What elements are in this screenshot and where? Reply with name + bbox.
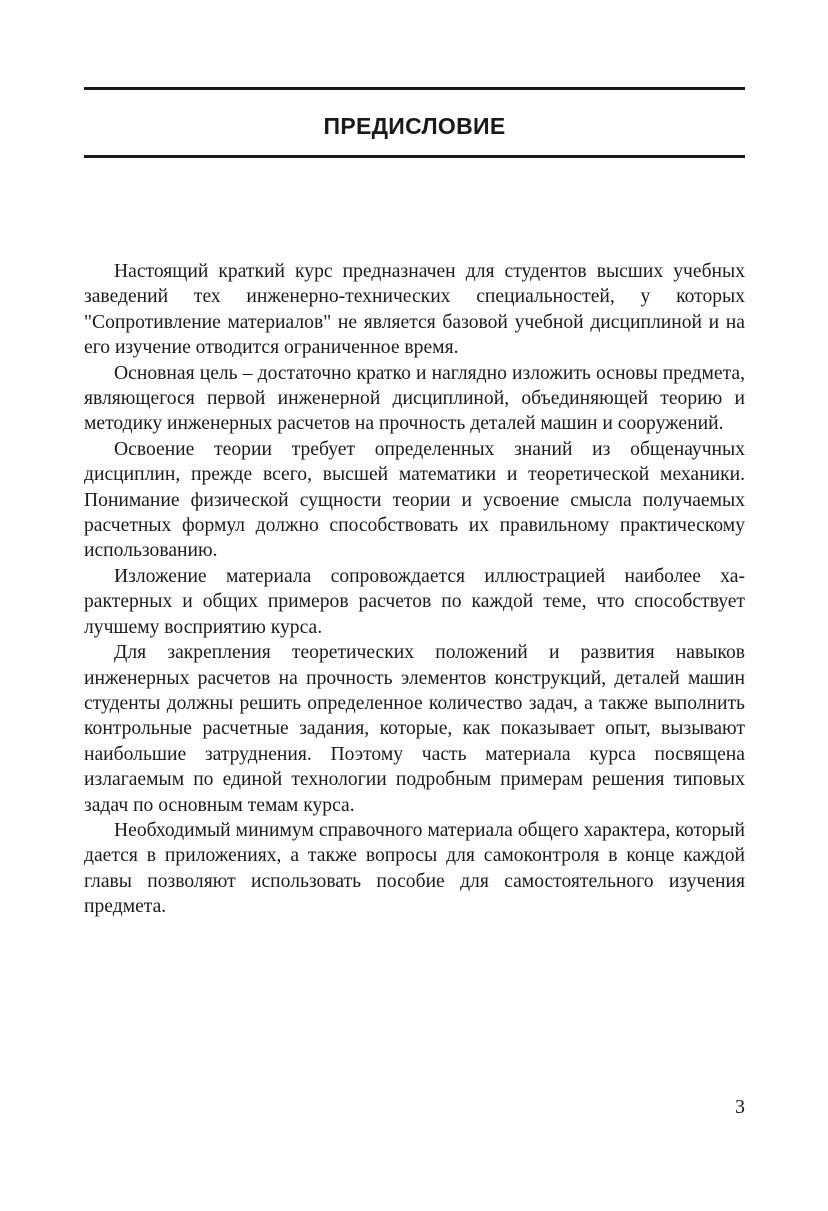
page-number: 3 bbox=[735, 1096, 745, 1118]
paragraph: Настоящий краткий курс предназначен для студентов высших учебных заведений тех инженерно-технических специальностей, у которых "Сопротивление материалов" не является базовой учебной дисциплиной и на его изучение отводится ограниченное время. bbox=[84, 261, 745, 359]
heading-rule-bottom bbox=[84, 155, 745, 158]
page-title: ПРЕДИСЛОВИЕ bbox=[323, 113, 506, 139]
paragraph: Для закрепления теоретических положений и развития навыков инженерных расчетов на прочность элементов конструкций, деталей машин студенты должны решить определенное количество задач, а также выполнить контрольные расчетные задания, которые, как показывает опыт, вызывают наибольшие затруднения. Поэтому часть материала курса посвящена излагаемым по единой технологии подробным примерам решения типовых задач по основным темам курса. bbox=[84, 642, 745, 816]
paragraph: Изложение материала сопровождается иллюстрацией наиболее характерных и общих примеров расчетов по каждой теме, что способствует лучшему восприятию курса. bbox=[84, 565, 745, 638]
body-text bbox=[84, 259, 745, 920]
paragraph: Освоение теории требует определенных знаний из общенаучных дисциплин, прежде всего, высшей математики и теоретической механики. Понимание физической сущности теории и усвоение смысла получаемых расчетных формул должно способствовать их правильному практическому использованию. bbox=[84, 438, 745, 562]
heading-rule-top bbox=[84, 87, 745, 90]
paragraph: Основная цель – достаточно кратко и наглядно изложить основы предмета, являющегося первой инженерной дисциплиной, объединяющей теорию и методику инженерных расчетов на прочность деталей машин и сооружений. bbox=[84, 362, 745, 435]
paragraph: Необходимый минимум справочного материала общего характера, который дается в приложениях, а также вопросы для самоконтроля в конце каждой главы позволяют использовать пособие для самостоятельного изучения предмета. bbox=[84, 819, 745, 918]
